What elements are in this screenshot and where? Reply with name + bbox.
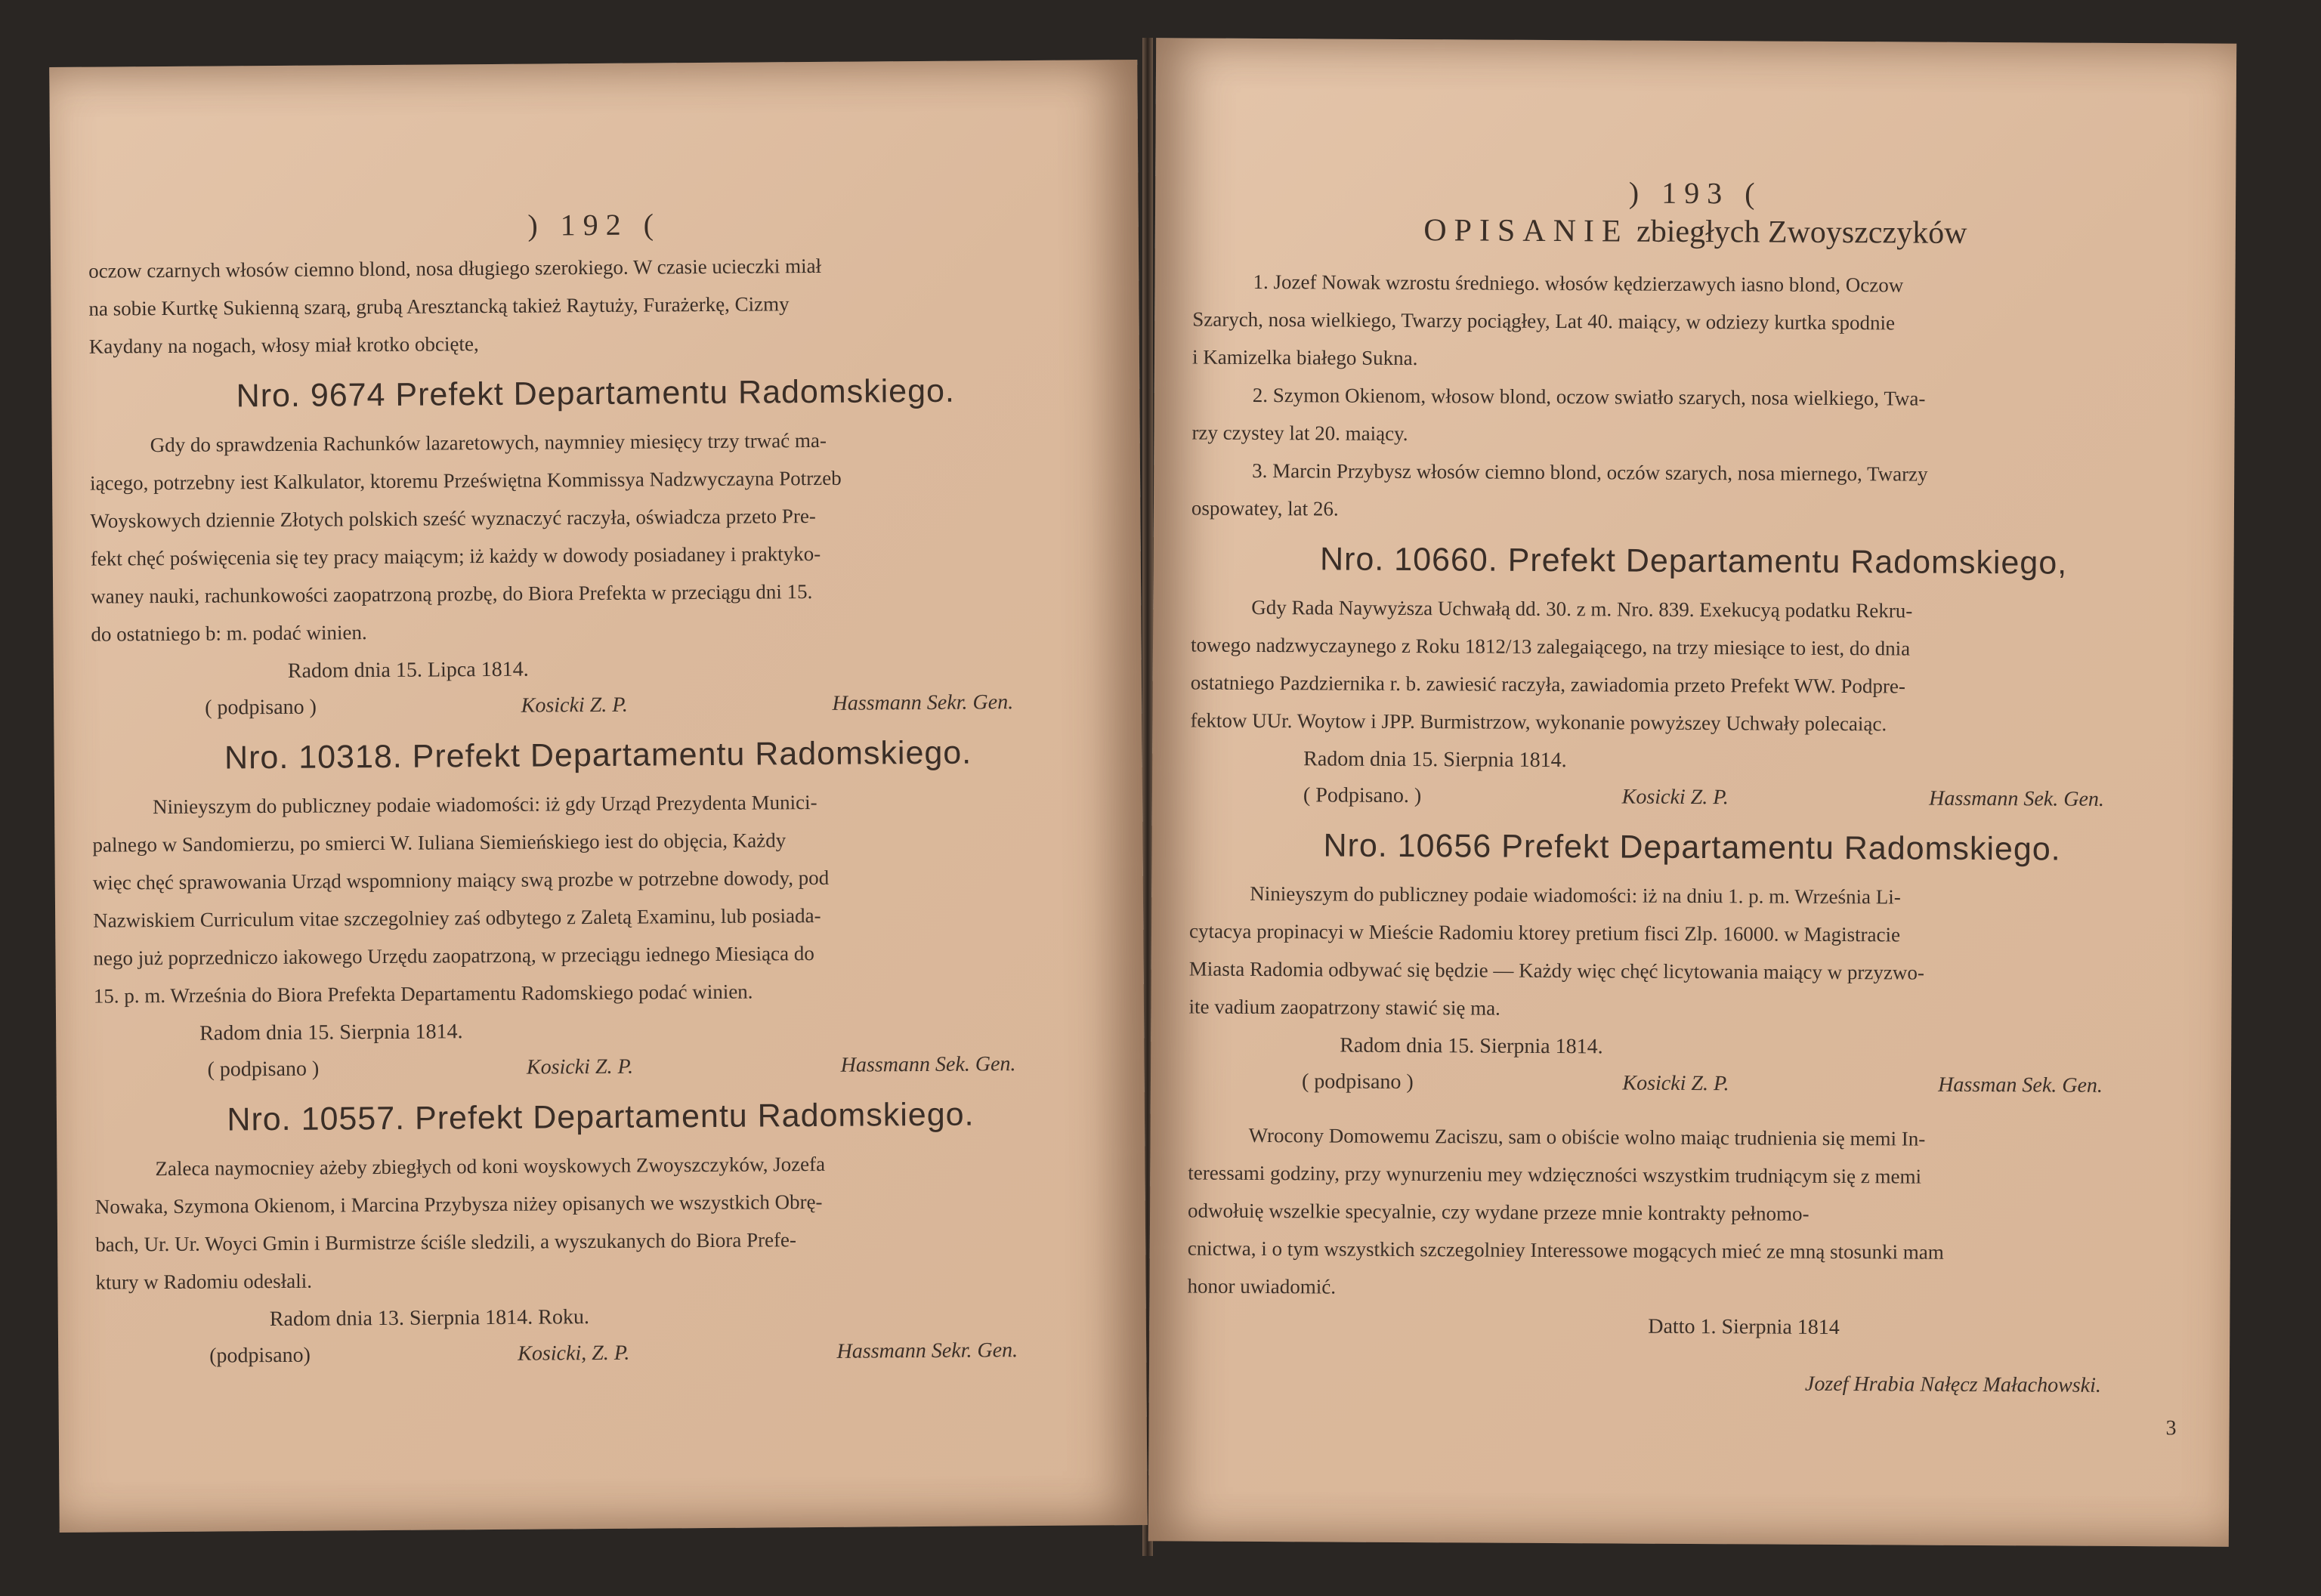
left-intro: [88, 245, 1102, 365]
notice-line: fektow UUr. Woytow i JPP. Burmistrzow, wykonanie powyższey Uchwały polecaiąc.: [1190, 708, 1887, 736]
notice-heading: Nro. 10656 Prefekt Departamentu Radomskiego.: [1323, 827, 2061, 868]
notice-10660: [1190, 541, 2196, 819]
signature-secretary: Hassmann Sek. Gen.: [840, 1052, 1016, 1077]
notice-line: waney nauki, rachunkowości zaopatrzoną prozbę, do Biora Prefekta w przeciągu dni 15.: [91, 580, 813, 608]
closing-line: honor uwiadomić.: [1187, 1274, 1337, 1298]
notice-heading: Nro. 10318. Prefekt Departamentu Radomskiego.: [224, 734, 972, 776]
notice-line: Woyskowych dziennie Złotych polskich sześć wyznaczyć raczyła, oświadcza przeto Pre-: [90, 504, 816, 533]
description-line: 2. Szymon Okienom, włosow blond, oczow swiatło szarych, nosa wielkiego, Twa-: [1252, 383, 1926, 410]
signature-line: [1188, 1063, 2193, 1105]
notice-date: Radom dnia 15. Sierpnia 1814.: [199, 1020, 463, 1045]
notice-line: Miasta Radomia odbywać się będzie — Każdy więc chęć licytowania maiący w przyzwo-: [1188, 957, 1924, 984]
closing-line: cnictwa, i o tym wszystkich szczegolniey Interessowe mogących mieć ze mną stosunki mam: [1187, 1236, 1944, 1264]
intro-line: Kaydany na nogach, włosy miał krotko obcięte,: [88, 332, 479, 358]
notice-10318: [91, 733, 1106, 1088]
title-rest: zbiegłych Zwoyszczyków: [1636, 214, 1967, 251]
notice-line: Ninieyszym do publiczney podaie wiadomości: iż gdy Urząd Prezydenta Munici-: [152, 790, 817, 819]
notice-line: ostatniego Pazdziernika r. b. zawiesić raczyła, zawiadomia przeto Prefekt WW. Podpre-: [1190, 671, 1905, 698]
intro-line: na sobie Kurtkę Sukienną szarą, grubą Aresztancką takież Raytuży, Furażerkę, Cizmy: [88, 292, 790, 320]
notice-line: towego nadzwyczaynego z Roku 1812/13 zalegaiącego, na trzy miesiące to iest, do dnia: [1190, 633, 1911, 660]
notice-line: 15. p. m. Września do Biora Prefekta Departamentu Radomskiego podać winien.: [93, 980, 753, 1008]
notice-line: fekt chęć poświęcenia się tey pracy maiącym; iż każdy w dowody posiadaney i praktyko-: [90, 542, 821, 570]
signature-prefect: Kosicki Z. P.: [526, 1054, 634, 1079]
left-page: [49, 60, 1148, 1533]
notice-heading: Nro. 10660. Prefekt Departamentu Radomskiego,: [1319, 541, 2068, 582]
description-line: i Kamizelka białego Sukna.: [1191, 345, 1418, 370]
book-spread: [45, 38, 2236, 1556]
notice-line: Ninieyszym do publiczney podaie wiadomości: iż na dniu 1. p. m. Września Li-: [1250, 881, 1901, 909]
description-line: 3. Marcin Przybysz włosów ciemno blond, oczów szarych, nosa miernego, Twarzy: [1252, 458, 1928, 486]
signature-secretary: Hassmann Sekr. Gen.: [836, 1338, 1018, 1363]
closing-line: teressami godziny, przy wynurzeniu mey wdzięczności wszystkim trudniącym się z memi: [1188, 1161, 1922, 1188]
signature-prefect: Kosicki, Z. P.: [518, 1341, 630, 1366]
notice-line: Zaleca naymocniey ażeby zbiegłych od koni woyskowych Zwoyszczyków, Jozefa: [155, 1152, 826, 1181]
signature-secretary: Hassmann Sek. Gen.: [1929, 786, 2105, 811]
right-page: [1148, 38, 2236, 1546]
notice-line: Gdy Rada Naywyższa Uchwałą dd. 30. z m. Nro. 839. Exekucyą podatku Rekru-: [1251, 595, 1913, 622]
closing-line: odwołuię wszelkie specyalnie, czy wydane przeze mnie kontrakty pełnomo-: [1188, 1199, 1810, 1225]
signature-line: [1190, 777, 2195, 819]
notice-9674: [89, 372, 1104, 727]
notice-line: ite vadium zaopatrzony stawić się ma.: [1188, 995, 1500, 1020]
notice-heading: Nro. 10557. Prefekt Departamentu Radomskiego.: [227, 1096, 975, 1138]
notice-line: iącego, potrzebny iest Kalkulator, ktoremu Przeświętna Kommissya Nadzwyczayna Potrzeb: [89, 466, 842, 495]
signed-note: (podpisano): [209, 1343, 311, 1368]
signature-line: [96, 1332, 1108, 1375]
notice-date: Radom dnia 15. Lipca 1814.: [287, 657, 529, 683]
signature-line: [91, 684, 1104, 727]
description-line: ospowatey, lat 26.: [1191, 496, 1339, 520]
closing-line: Wrocony Domowemu Zaciszu, sam o obiście wolno maiąc trudnienia się memi In-: [1248, 1123, 1926, 1150]
closing-signature: Jozef Hrabia Nałęcz Małachowski.: [1804, 1372, 2101, 1397]
notice-line: do ostatniego b: m. podać winien.: [91, 621, 367, 646]
signed-note: ( Podpisano. ): [1303, 783, 1422, 808]
catchword: 3: [2165, 1416, 2177, 1440]
notice-date: Radom dnia 15. Sierpnia 1814.: [1340, 1033, 1603, 1059]
notice-line: palnego w Sandomierzu, po smierci W. Iuliana Siemieńskiego iest do objęcia, Każdy: [92, 829, 787, 857]
signature-prefect: Kosicki Z. P.: [1621, 785, 1729, 810]
notice-line: ktury w Radomiu odesłali.: [95, 1269, 313, 1294]
signature-secretary: Hassman Sek. Gen.: [1938, 1073, 2103, 1097]
description-line: rzy czystey lat 20. maiący.: [1191, 421, 1408, 446]
notice-line: więc chęć sprawowania Urząd wspomniony maiący swą prozbe w potrzebne dowody, pod: [92, 866, 830, 894]
fugitive-descriptions: [1191, 263, 2198, 533]
title-caps: OPISANIE: [1423, 213, 1629, 249]
closing-date: Datto 1. Sierpnia 1814: [1648, 1314, 1840, 1340]
left-page-number: ) 192 (: [527, 207, 662, 242]
notice-10557: [94, 1095, 1108, 1375]
notice-heading: Nro. 9674 Prefekt Departamentu Radomskiego.: [236, 372, 956, 415]
notice-line: cytacya propinacyi w Mieście Radomiu ktorey pretium fisci Zlp. 16000. w Magistracie: [1188, 919, 1901, 946]
notice-line: Nowaka, Szymona Okienom, i Marcina Przybysza niżey opisanych we wszystkich Obrę-: [94, 1190, 823, 1218]
notice-line: nego już poprzedniczo iakowego Urzędu zaopatrzoną, w przeciągu iednego Miesiąca do: [93, 942, 814, 970]
signature-line: [94, 1045, 1106, 1088]
description-line: 1. Jozef Nowak wzrostu średniego. włosów kędzierzawych iasno blond, Oczow: [1253, 270, 1904, 297]
description-line: Szarych, nosa wielkiego, Twarzy pociągłey, Lat 40. maiący, w odziezy kurtka spodnie: [1192, 307, 1896, 335]
signed-note: ( podpisano ): [205, 695, 317, 720]
signature-prefect: Kosicki Z. P.: [521, 693, 628, 718]
closing-announcement: [1187, 1116, 2193, 1404]
signature-prefect: Kosicki Z. P.: [1622, 1071, 1729, 1096]
signed-note: ( podpisano ): [1301, 1070, 1414, 1094]
notice-date: Radom dnia 15. Sierpnia 1814.: [1303, 747, 1567, 773]
notice-line: Nazwiskiem Curriculum vitae szczegolniey zaś odbytego z Zaletą Examinu, lub posiada-: [93, 903, 821, 932]
notice-10656: [1188, 827, 2195, 1105]
notice-line: bach, Ur. Ur. Woyci Gmin i Burmistrze ściśle sledzili, a wyszukanych do Biora Prefe-: [95, 1228, 797, 1256]
right-page-number: ) 193 (: [1628, 175, 1763, 211]
signature-secretary: Hassmann Sekr. Gen.: [832, 690, 1014, 715]
notice-line: Gdy do sprawdzenia Rachunków lazaretowych, naymniey miesięcy trzy trwać ma-: [150, 428, 827, 457]
notice-date: Radom dnia 13. Sierpnia 1814. Roku.: [269, 1305, 590, 1332]
description-title: [1193, 211, 2198, 253]
signed-note: ( podpisano ): [207, 1057, 320, 1082]
intro-line: oczow czarnych włosów ciemno blond, nosa długiego szerokiego. W czasie ucieczki miał: [88, 254, 822, 282]
